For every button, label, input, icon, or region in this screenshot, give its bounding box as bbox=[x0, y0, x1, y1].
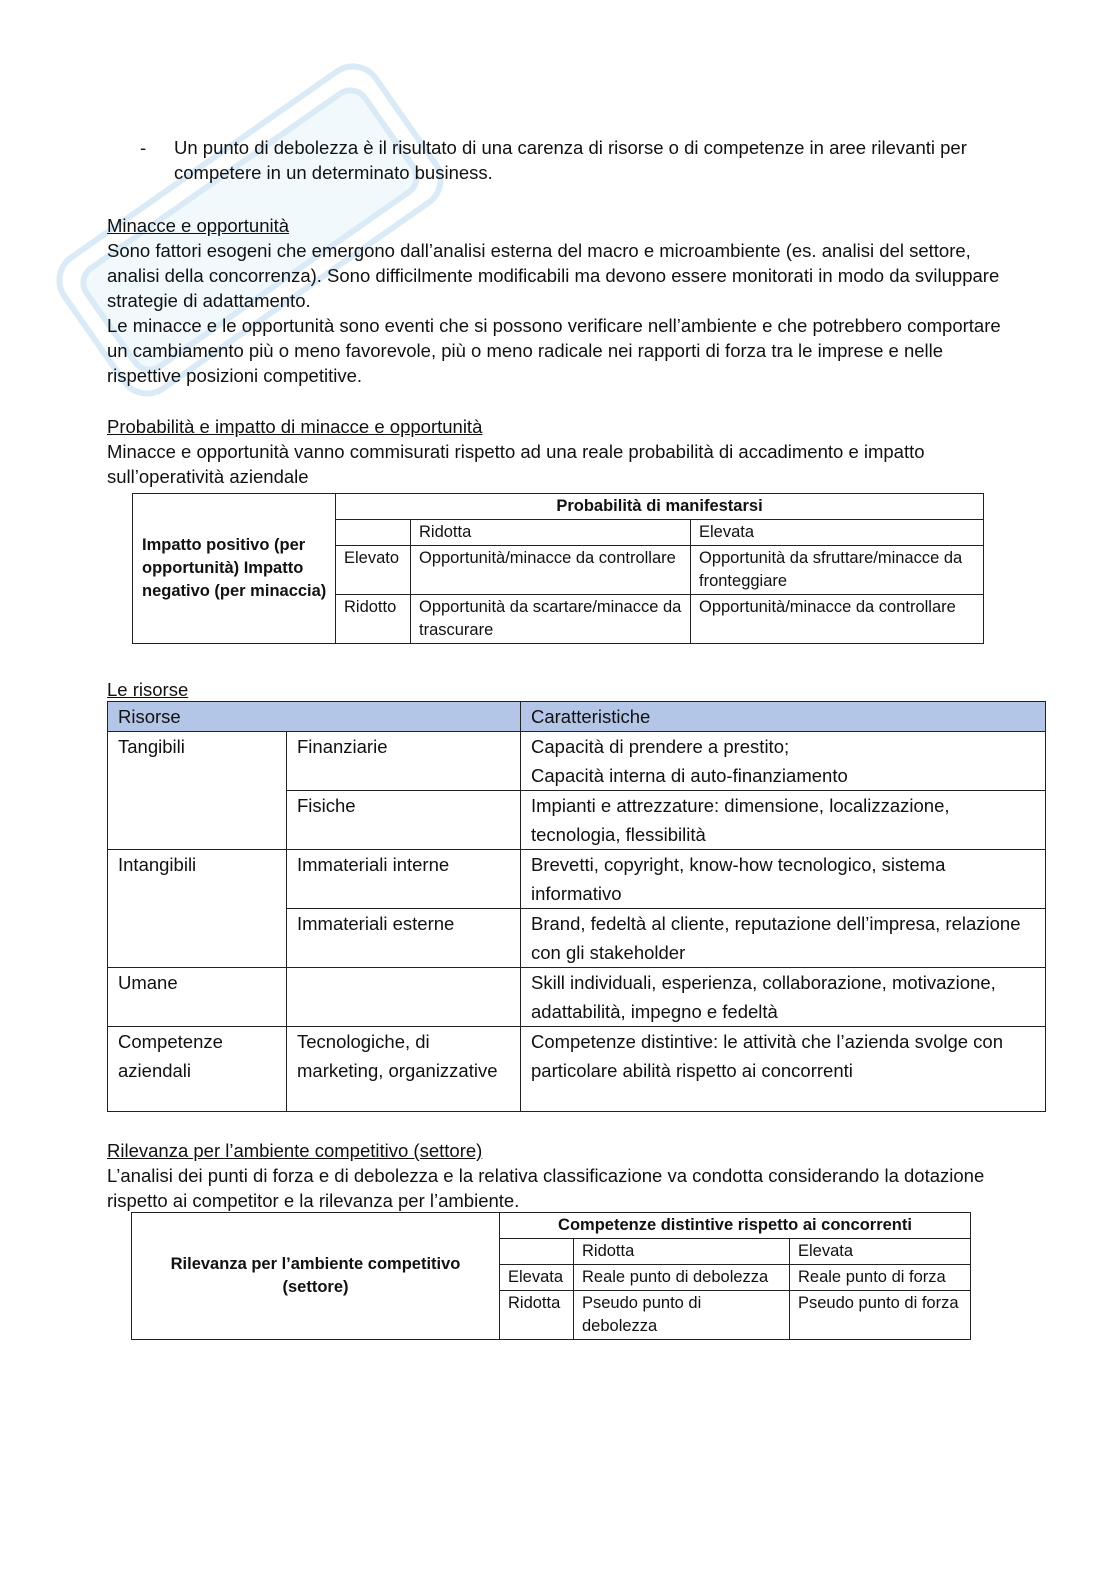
table3-row-ridotta: Ridotta bbox=[500, 1291, 574, 1340]
cell-competenze-tipo: Tecnologiche, di marketing, organizzative bbox=[287, 1027, 521, 1112]
bullet-dash: - bbox=[140, 137, 147, 158]
heading-minacce: Minacce e opportunità bbox=[107, 215, 290, 236]
table1-col-ridotta: Ridotta bbox=[411, 520, 691, 546]
table3-cell: Pseudo punto di debolezza bbox=[574, 1291, 790, 1340]
heading-probabilita: Probabilità e impatto di minacce e opportunità bbox=[107, 416, 483, 437]
cell-tangibili: Tangibili bbox=[108, 732, 287, 850]
table1-cell: Opportunità/minacce da controllare bbox=[411, 546, 691, 595]
cell-competenze-desc: Competenze distintive: le attività che l’azienda svolge con particolare abilità rispetto ai concorrenti bbox=[521, 1027, 1046, 1112]
cell-umane: Umane bbox=[108, 968, 287, 1027]
paragraph-minacce-2: Le minacce e le opportunità sono eventi che si possono verificare nell’ambiente e che potrebbero comportare un cambiamento più o meno favorevole, più o meno radicale nei rapporti di forza tra le imprese e nelle rispettive posizioni competitive. bbox=[107, 315, 1001, 386]
cell-imm-esterne: Immateriali esterne bbox=[287, 909, 521, 968]
table3-row-elevata: Elevata bbox=[500, 1265, 574, 1291]
resources-table bbox=[107, 701, 1046, 1112]
cell-fisiche: Fisiche bbox=[287, 791, 521, 850]
paragraph-rilevanza: L’analisi dei punti di forza e di debolezza e la relativa classificazione va condotta considerando la dotazione rispetto ai competitor e la rilevanza per l’ambiente. bbox=[107, 1165, 985, 1211]
paragraph-probabilita: Minacce e opportunità vanno commisurati rispetto ad una reale probabilità di accadimento e impatto sull’operatività aziendale bbox=[107, 441, 925, 487]
table3-col-elevata: Elevata bbox=[790, 1239, 971, 1265]
table3-empty-cell bbox=[500, 1239, 574, 1265]
table3-cell: Reale punto di debolezza bbox=[574, 1265, 790, 1291]
cell-umane-empty bbox=[287, 968, 521, 1027]
table3-cell: Reale punto di forza bbox=[790, 1265, 971, 1291]
header-caratteristiche: Caratteristiche bbox=[521, 702, 1046, 732]
table1-cell: Opportunità da scartare/minacce da trascurare bbox=[411, 595, 691, 644]
impact-probability-table bbox=[132, 493, 984, 644]
table1-row-elevato: Elevato bbox=[336, 546, 411, 595]
table1-row-ridotto: Ridotto bbox=[336, 595, 411, 644]
header-risorse: Risorse bbox=[108, 702, 521, 732]
relevance-competence-table bbox=[131, 1212, 971, 1340]
table3-top-header: Competenze distintive rispetto ai concorrenti bbox=[500, 1213, 971, 1239]
table1-cell: Opportunità/minacce da controllare bbox=[691, 595, 984, 644]
cell-imm-esterne-desc: Brand, fedeltà al cliente, reputazione dell’impresa, relazione con gli stakeholder bbox=[521, 909, 1046, 968]
cell-competenze: Competenze aziendali bbox=[108, 1027, 287, 1112]
table1-top-header: Probabilità di manifestarsi bbox=[336, 494, 984, 520]
table1-row-label: Impatto positivo (per opportunità) Impatto negativo (per minaccia) bbox=[133, 494, 336, 644]
cell-imm-interne: Immateriali interne bbox=[287, 850, 521, 909]
table1-cell: Opportunità da sfruttare/minacce da fronteggiare bbox=[691, 546, 984, 595]
cell-umane-desc: Skill individuali, esperienza, collaborazione, motivazione, adattabilità, impegno e fedeltà bbox=[521, 968, 1046, 1027]
cell-intangibili: Intangibili bbox=[108, 850, 287, 968]
heading-risorse: Le risorse bbox=[107, 679, 189, 700]
table3-col-ridotta: Ridotta bbox=[574, 1239, 790, 1265]
finanziarie-desc-line1: Capacità di prendere a prestito; bbox=[531, 736, 790, 757]
table1-empty-cell bbox=[336, 520, 411, 546]
cell-fisiche-desc: Impianti e attrezzature: dimensione, localizzazione, tecnologia, flessibilità bbox=[521, 791, 1046, 850]
table3-cell: Pseudo punto di forza bbox=[790, 1291, 971, 1340]
table1-col-elevata: Elevata bbox=[691, 520, 984, 546]
cell-imm-interne-desc: Brevetti, copyright, know-how tecnologico, sistema informativo bbox=[521, 850, 1046, 909]
section-probabilita bbox=[107, 414, 1007, 489]
cell-finanziarie: Finanziarie bbox=[287, 732, 521, 791]
section-rilevanza bbox=[107, 1138, 1007, 1213]
paragraph-minacce-1: Sono fattori esogeni che emergono dall’analisi esterna del macro e microambiente (es. analisi del settore, analisi della concorrenza). Sono difficilmente modificabili ma devono essere monitorati in modo da sviluppare strategie di adattamento. bbox=[107, 240, 1000, 311]
cell-finanziarie-desc bbox=[521, 732, 1046, 791]
heading-rilevanza: Rilevanza per l’ambiente competitivo (settore) bbox=[107, 1140, 483, 1161]
section-minacce bbox=[107, 213, 1007, 388]
table3-row-label: Rilevanza per l’ambiente competitivo (settore) bbox=[132, 1213, 500, 1340]
finanziarie-desc-line2: Capacità interna di auto-finanziamento bbox=[531, 765, 848, 786]
bullet-text: Un punto di debolezza è il risultato di una carenza di risorse o di competenze in aree rilevanti per competere in un determinato business. bbox=[174, 137, 967, 183]
section-risorse bbox=[107, 677, 1007, 702]
